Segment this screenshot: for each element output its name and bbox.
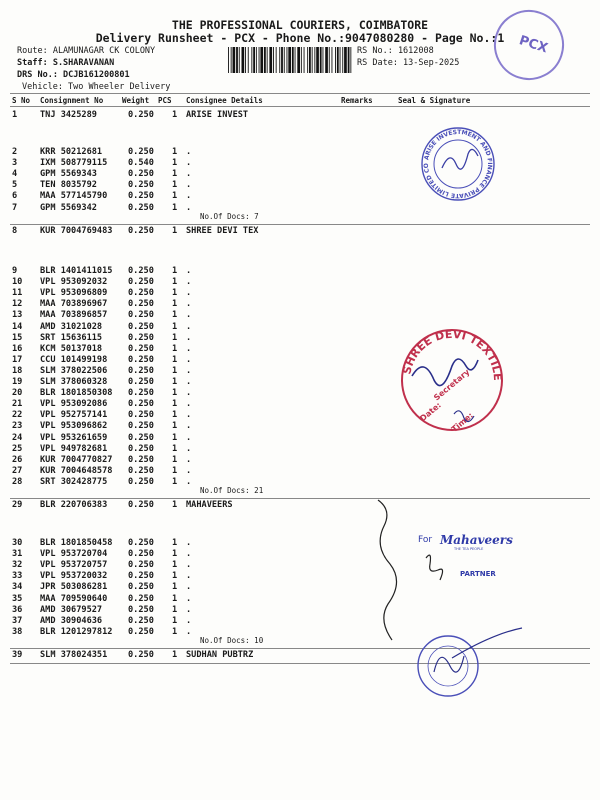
row-weight: 0.250 bbox=[128, 399, 154, 410]
row-weight: 0.250 bbox=[128, 110, 154, 120]
row-weight: 0.250 bbox=[128, 443, 154, 454]
row-pcs: 1 bbox=[172, 650, 178, 660]
row-consignment-no: SLM 378024351 bbox=[40, 650, 108, 660]
row-weight: 0.250 bbox=[128, 421, 154, 432]
row-sno: 7 bbox=[12, 202, 18, 213]
row-consignment-no: IXM 508779115 bbox=[40, 158, 108, 169]
row-weight: 0.540 bbox=[128, 158, 154, 169]
row-sno: 25 bbox=[12, 443, 23, 454]
row-consignment-no: BLR 220706383 bbox=[40, 500, 108, 510]
row-pcs: 1 bbox=[172, 593, 178, 604]
col-remarks: Remarks bbox=[341, 96, 373, 105]
row-consignment-no: MAA 577145790 bbox=[40, 191, 108, 202]
row-pcs: 1 bbox=[172, 169, 178, 180]
row-consignee-dot: . bbox=[186, 604, 192, 615]
vehicle-label: Vehicle: Two Wheeler Delivery bbox=[22, 82, 171, 92]
row-pcs: 1 bbox=[172, 277, 178, 288]
row-consignee-dot: . bbox=[186, 421, 192, 432]
row-sno: 13 bbox=[12, 310, 23, 321]
row-consignment-no: VPL 952757141 bbox=[40, 410, 108, 421]
row-consignee-dot: . bbox=[186, 202, 192, 213]
arise-company-stamp bbox=[409, 119, 504, 204]
col-signature: Signature bbox=[429, 96, 471, 105]
row-consignee-dot: . bbox=[186, 365, 192, 376]
row-consignee-dot: . bbox=[186, 147, 192, 157]
route-label: Route: ALAMUNAGAR CK COLONY bbox=[17, 46, 156, 56]
row-consignment-no: MAA 703896967 bbox=[40, 299, 108, 310]
rs-date: RS Date: 13-Sep-2025 bbox=[357, 58, 460, 68]
row-consignee-dot: . bbox=[186, 571, 192, 582]
row-pcs: 1 bbox=[172, 549, 178, 560]
mahaveers-partner: PARTNER bbox=[460, 570, 496, 578]
row-sno: 37 bbox=[12, 615, 23, 626]
row-weight: 0.250 bbox=[128, 299, 154, 310]
row-weight: 0.250 bbox=[128, 180, 154, 191]
row-sno: 33 bbox=[12, 571, 23, 582]
row-consignee-dot: . bbox=[186, 310, 192, 321]
row-consignment-no: MAA 703896857 bbox=[40, 310, 108, 321]
row-sno: 34 bbox=[12, 582, 23, 593]
row-weight: 0.250 bbox=[128, 593, 154, 604]
header-top-rule bbox=[10, 93, 590, 94]
pcx-stamp-text: PCX bbox=[517, 32, 550, 56]
row-consignment-no: SRT 302428775 bbox=[40, 476, 108, 487]
row-sno: 36 bbox=[12, 604, 23, 615]
row-pcs: 1 bbox=[172, 158, 178, 169]
row-weight: 0.250 bbox=[128, 266, 154, 276]
row-consignment-no: BLR 1801850458 bbox=[40, 538, 113, 548]
col-consignee-details: Consignee Details bbox=[186, 96, 263, 105]
row-consignment-no: TEN 8035792 bbox=[40, 180, 97, 191]
row-weight: 0.250 bbox=[128, 549, 154, 560]
stamp-time: Time: bbox=[449, 410, 475, 434]
row-consignee-dot: . bbox=[186, 377, 192, 387]
row-pcs: 1 bbox=[172, 399, 178, 410]
row-sno: 12 bbox=[12, 299, 23, 310]
row-pcs: 1 bbox=[172, 191, 178, 202]
row-pcs: 1 bbox=[172, 332, 178, 343]
row-weight: 0.250 bbox=[128, 582, 154, 593]
row-consignee-dot: . bbox=[186, 180, 192, 191]
row-sno: 9 bbox=[12, 266, 18, 276]
row-sno: 21 bbox=[12, 399, 23, 410]
row-consignee: MAHAVEERS bbox=[186, 500, 233, 510]
row-consignment-no: VPL 953720757 bbox=[40, 560, 108, 571]
row-sno: 32 bbox=[12, 560, 23, 571]
row-weight: 0.250 bbox=[128, 354, 154, 365]
row-sno: 22 bbox=[12, 410, 23, 421]
row-pcs: 1 bbox=[172, 615, 178, 626]
row-pcs: 1 bbox=[172, 432, 178, 443]
row-weight: 0.250 bbox=[128, 432, 154, 443]
row-pcs: 1 bbox=[172, 560, 178, 571]
row-pcs: 1 bbox=[172, 310, 178, 321]
row-sno: 24 bbox=[12, 432, 23, 443]
row-weight: 0.250 bbox=[128, 476, 154, 487]
row-weight: 0.250 bbox=[128, 288, 154, 299]
mahaveers-name: Mahaveers bbox=[440, 533, 513, 547]
row-sno: 4 bbox=[12, 169, 18, 180]
row-consignee-dot: . bbox=[186, 332, 192, 343]
row-sno: 3 bbox=[12, 158, 18, 169]
row-consignment-no: VPL 953261659 bbox=[40, 432, 108, 443]
row-consignee-dot: . bbox=[186, 343, 192, 354]
rs-number: RS No.: 1612008 bbox=[357, 46, 434, 56]
stamp-date: Date: bbox=[418, 400, 443, 424]
pcx-stamp bbox=[485, 1, 573, 89]
row-consignee: SUDHAN PUBTRZ bbox=[186, 650, 254, 660]
row-weight: 0.250 bbox=[128, 226, 154, 236]
row-pcs: 1 bbox=[172, 538, 178, 548]
row-weight: 0.250 bbox=[128, 571, 154, 582]
row-consignee-dot: . bbox=[186, 299, 192, 310]
row-consignee-dot: . bbox=[186, 266, 192, 276]
row-sno: 28 bbox=[12, 476, 23, 487]
row-consignee: SHREE DEVI TEX bbox=[186, 226, 259, 236]
row-weight: 0.250 bbox=[128, 191, 154, 202]
row-pcs: 1 bbox=[172, 343, 178, 354]
row-sno: 30 bbox=[12, 538, 23, 548]
row-consignment-no: CCU 101499198 bbox=[40, 354, 108, 365]
row-weight: 0.250 bbox=[128, 454, 154, 465]
row-consignee-dot: . bbox=[186, 538, 192, 548]
row-weight: 0.250 bbox=[128, 538, 154, 548]
row-pcs: 1 bbox=[172, 604, 178, 615]
row-pcs: 1 bbox=[172, 110, 178, 120]
row-weight: 0.250 bbox=[128, 560, 154, 571]
row-consignee-dot: . bbox=[186, 158, 192, 169]
row-consignment-no: SLM 378060328 bbox=[40, 377, 108, 387]
row-consignee-dot: . bbox=[186, 615, 192, 626]
row-pcs: 1 bbox=[172, 321, 178, 332]
header-bottom-rule bbox=[10, 106, 590, 107]
row-consignee-dot: . bbox=[186, 399, 192, 410]
row-consignment-no: AMD 31021028 bbox=[40, 321, 103, 332]
row-consignment-no: TNJ 3425289 bbox=[40, 110, 97, 120]
row-consignee-dot: . bbox=[186, 443, 192, 454]
row-consignee-dot: . bbox=[186, 169, 192, 180]
row-consignee-dot: . bbox=[186, 454, 192, 465]
row-weight: 0.250 bbox=[128, 169, 154, 180]
row-weight: 0.250 bbox=[128, 277, 154, 288]
row-sno: 38 bbox=[12, 626, 23, 637]
row-pcs: 1 bbox=[172, 454, 178, 465]
document-title: THE PROFESSIONAL COURIERS, COIMBATORE bbox=[171, 18, 429, 32]
row-consignee-dot: . bbox=[186, 626, 192, 637]
row-pcs: 1 bbox=[172, 354, 178, 365]
row-sno: 5 bbox=[12, 180, 18, 191]
row-pcs: 1 bbox=[172, 288, 178, 299]
row-sno: 23 bbox=[12, 421, 23, 432]
row-pcs: 1 bbox=[172, 410, 178, 421]
row-weight: 0.250 bbox=[128, 626, 154, 637]
row-consignee-dot: . bbox=[186, 354, 192, 365]
row-consignee-dot: . bbox=[186, 410, 192, 421]
row-sno: 14 bbox=[12, 321, 23, 332]
row-consignment-no: VPL 953096809 bbox=[40, 288, 108, 299]
row-consignee-dot: . bbox=[186, 191, 192, 202]
row-consignment-no: KUR 7004648578 bbox=[40, 465, 113, 476]
row-sno: 1 bbox=[12, 110, 18, 120]
col-pcs: PCS bbox=[158, 96, 172, 105]
row-sno: 11 bbox=[12, 288, 23, 299]
row-sno: 26 bbox=[12, 454, 23, 465]
row-pcs: 1 bbox=[172, 476, 178, 487]
row-consignment-no: SRT 15636115 bbox=[40, 332, 103, 343]
row-weight: 0.250 bbox=[128, 650, 154, 660]
row-pcs: 1 bbox=[172, 626, 178, 637]
arise-stamp-text: ARISE INVESTMENT AND FINANCE PRIVATE LIMITED COIMBATORE bbox=[409, 119, 494, 200]
mahaveers-for: For bbox=[418, 535, 433, 545]
row-weight: 0.250 bbox=[128, 615, 154, 626]
row-sno: 18 bbox=[12, 365, 23, 376]
row-sno: 35 bbox=[12, 593, 23, 604]
mahaveers-stamp bbox=[414, 528, 524, 588]
row-weight: 0.250 bbox=[128, 388, 154, 399]
row-sno: 31 bbox=[12, 549, 23, 560]
row-sno: 2 bbox=[12, 147, 18, 157]
col-weight: Weight bbox=[122, 96, 150, 105]
row-pcs: 1 bbox=[172, 377, 178, 387]
no-of-docs: No.Of Docs: 10 bbox=[200, 635, 264, 645]
stamp-secretary: Secretary bbox=[432, 367, 472, 403]
row-consignment-no: BLR 1801850308 bbox=[40, 388, 113, 399]
col-sno: S No bbox=[12, 96, 31, 105]
row-consignee-dot: . bbox=[186, 277, 192, 288]
row-pcs: 1 bbox=[172, 388, 178, 399]
row-sno: 29 bbox=[12, 500, 23, 510]
row-consignment-no: GPM 5569342 bbox=[40, 202, 97, 213]
drs-number: DRS No.: DCJB161200801 bbox=[17, 70, 130, 80]
row-consignment-no: KUR 7004769483 bbox=[40, 226, 113, 236]
svg-text:SHREE DEVI TEXTILE bbox=[400, 328, 504, 381]
row-weight: 0.250 bbox=[128, 332, 154, 343]
barcode bbox=[228, 47, 354, 73]
row-consignee-dot: . bbox=[186, 432, 192, 443]
row-pcs: 1 bbox=[172, 571, 178, 582]
row-consignment-no: KRR 50212681 bbox=[40, 147, 103, 157]
row-consignee-dot: . bbox=[186, 288, 192, 299]
row-consignment-no: VPL 953092032 bbox=[40, 277, 108, 288]
row-consignee-dot: . bbox=[186, 582, 192, 593]
row-pcs: 1 bbox=[172, 421, 178, 432]
col-seal: Seal & bbox=[398, 96, 426, 105]
group-rule bbox=[10, 498, 590, 499]
row-consignment-no: VPL 953720704 bbox=[40, 549, 108, 560]
row-consignee-dot: . bbox=[186, 476, 192, 487]
row-weight: 0.250 bbox=[128, 343, 154, 354]
row-pcs: 1 bbox=[172, 266, 178, 276]
row-consignment-no: VPL 953092086 bbox=[40, 399, 108, 410]
row-consignee-dot: . bbox=[186, 388, 192, 399]
row-sno: 10 bbox=[12, 277, 23, 288]
row-sno: 27 bbox=[12, 465, 23, 476]
no-of-docs: No.Of Docs: 7 bbox=[200, 211, 259, 221]
col-consignment-no: Consignment No bbox=[40, 96, 104, 105]
row-consignment-no: VPL 949782681 bbox=[40, 443, 108, 454]
row-weight: 0.250 bbox=[128, 321, 154, 332]
row-consignee-dot: . bbox=[186, 560, 192, 571]
row-consignment-no: SLM 378022506 bbox=[40, 365, 108, 376]
row-weight: 0.250 bbox=[128, 604, 154, 615]
staff-label: Staff: S.SHARAVANAN bbox=[17, 58, 115, 68]
row-weight: 0.250 bbox=[128, 202, 154, 213]
row-pcs: 1 bbox=[172, 180, 178, 191]
row-weight: 0.250 bbox=[128, 310, 154, 321]
row-pcs: 1 bbox=[172, 582, 178, 593]
row-consignment-no: KCM 50137018 bbox=[40, 343, 103, 354]
row-weight: 0.250 bbox=[128, 377, 154, 387]
row-weight: 0.250 bbox=[128, 500, 154, 510]
row-sno: 8 bbox=[12, 226, 18, 236]
row-consignment-no: VPL 953720032 bbox=[40, 571, 108, 582]
row-pcs: 1 bbox=[172, 299, 178, 310]
document-subtitle: Delivery Runsheet - PCX - Phone No.:9047080280 - Page No.:1 bbox=[95, 31, 505, 45]
row-consignment-no: JPR 503086281 bbox=[40, 582, 108, 593]
row-pcs: 1 bbox=[172, 226, 178, 236]
row-consignment-no: VPL 953096862 bbox=[40, 421, 108, 432]
row-weight: 0.250 bbox=[128, 410, 154, 421]
row-sno: 15 bbox=[12, 332, 23, 343]
row-sno: 6 bbox=[12, 191, 18, 202]
no-of-docs: No.Of Docs: 21 bbox=[200, 486, 264, 495]
delivery-signature bbox=[368, 494, 418, 644]
shree-devi-stamp bbox=[392, 318, 512, 448]
row-consignment-no: BLR 1401411015 bbox=[40, 266, 113, 276]
row-pcs: 1 bbox=[172, 202, 178, 213]
row-weight: 0.250 bbox=[128, 147, 154, 157]
col-seal-signature bbox=[398, 96, 470, 105]
row-sno: 16 bbox=[12, 343, 23, 354]
mahaveers-tag: THE TEA PEOPLE bbox=[454, 547, 484, 551]
row-pcs: 1 bbox=[172, 443, 178, 454]
row-pcs: 1 bbox=[172, 500, 178, 510]
row-consignee-dot: . bbox=[186, 593, 192, 604]
row-consignee-dot: . bbox=[186, 549, 192, 560]
row-sno: 39 bbox=[12, 650, 23, 660]
row-sno: 19 bbox=[12, 377, 23, 387]
sudhan-stamp bbox=[412, 622, 532, 712]
row-consignment-no: BLR 1201297812 bbox=[40, 626, 113, 637]
row-pcs: 1 bbox=[172, 365, 178, 376]
row-consignee-dot: . bbox=[186, 321, 192, 332]
row-weight: 0.250 bbox=[128, 465, 154, 476]
row-consignment-no: AMD 30679527 bbox=[40, 604, 103, 615]
row-consignment-no: GPM 5569343 bbox=[40, 169, 97, 180]
row-sno: 20 bbox=[12, 388, 23, 399]
group-rule bbox=[10, 224, 590, 225]
row-consignment-no: MAA 709590640 bbox=[40, 593, 108, 604]
row-consignee-dot: . bbox=[186, 465, 192, 476]
row-pcs: 1 bbox=[172, 465, 178, 476]
row-pcs: 1 bbox=[172, 147, 178, 157]
shree-devi-stamp-text: SHREE DEVI TEXTILE bbox=[400, 327, 505, 382]
row-sno: 17 bbox=[12, 354, 23, 365]
row-weight: 0.250 bbox=[128, 365, 154, 376]
row-consignment-no: AMD 30904636 bbox=[40, 615, 103, 626]
row-consignee: ARISE INVEST bbox=[186, 110, 249, 120]
row-consignment-no: KUR 7004770827 bbox=[40, 454, 113, 465]
